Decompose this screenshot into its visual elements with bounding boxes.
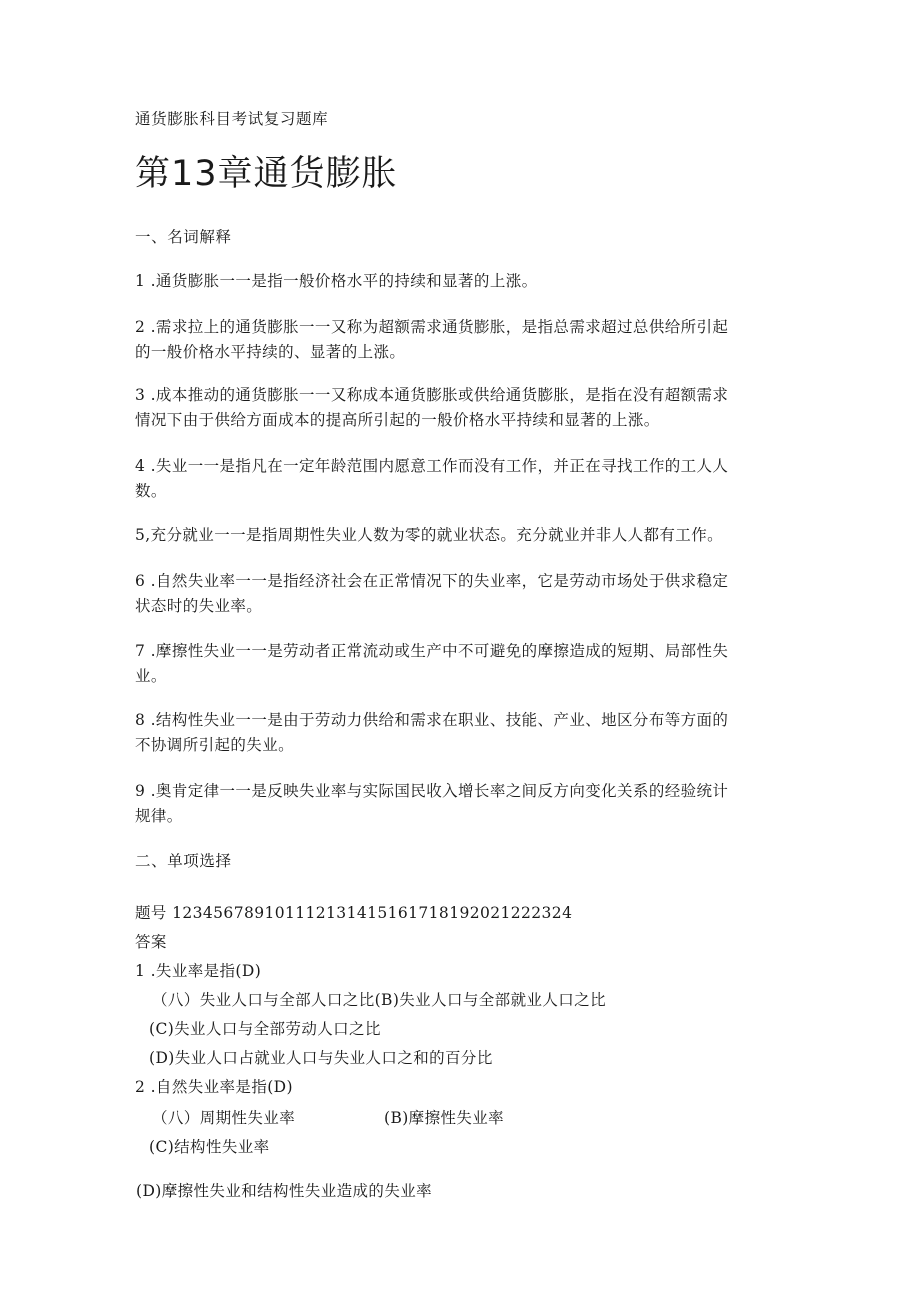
question-1-option-c: (C)失业人口与全部劳动人口之比 xyxy=(149,1020,381,1038)
question-1-option-d: (D)失业人口占就业人口与失业人口之和的百分比 xyxy=(149,1049,493,1067)
answer-table-label: 答案 xyxy=(135,933,167,951)
question-2-option-b: (B)摩擦性失业率 xyxy=(384,1109,505,1127)
definition-4-line1: 4 .失业一一是指凡在一定年龄范围内愿意工作而没有工作，并正在寻找工作的工人人 xyxy=(135,457,729,475)
question-2-stem: 2 .自然失业率是指(D) xyxy=(135,1078,293,1096)
answer-table-header: 题号 123456789101112131415161718192021222324 xyxy=(135,904,573,922)
section-heading-single-choice: 二、单项选择 xyxy=(135,852,232,870)
section-heading-definitions: 一、名词解释 xyxy=(135,228,232,246)
definition-3-line1: 3 .成本推动的通货膨胀一一又称成本通货膨胀或供给通货膨胀，是指在没有超额需求 xyxy=(135,386,729,404)
definition-7-line2: 业。 xyxy=(135,667,167,685)
question-1-stem: 1 .失业率是指(D) xyxy=(135,962,262,980)
definition-7-line1: 7 .摩擦性失业一一是劳动者正常流动或生产中不可避免的摩擦造成的短期、局部性失 xyxy=(135,642,729,660)
question-2-option-d: (D)摩擦性失业和结构性失业造成的失业率 xyxy=(136,1182,433,1200)
definition-6-line1: 6 .自然失业率一一是指经济社会在正常情况下的失业率，它是劳动市场处于供求稳定 xyxy=(135,572,729,590)
definition-6-line2: 状态时的失业率。 xyxy=(135,597,263,615)
document-subtitle: 通货膨胀科目考试复习题库 xyxy=(135,110,329,128)
question-2-option-c: (C)结构性失业率 xyxy=(149,1138,270,1156)
definition-5: 5,充分就业一一是指周期性失业人数为零的就业状态。充分就业并非人人都有工作。 xyxy=(135,526,723,544)
definition-3-line2: 情况下由于供给方面成本的提高所引起的一般价格水平持续和显著的上涨。 xyxy=(135,411,660,429)
definition-4-line2: 数。 xyxy=(135,482,167,500)
definition-9-line1: 9 .奥肯定律一一是反映失业率与实际国民收入增长率之间反方向变化关系的经验统计 xyxy=(135,782,729,800)
definition-1: 1 .通货膨胀一一是指一般价格水平的持续和显著的上涨。 xyxy=(135,272,538,290)
definition-2-line1: 2 .需求拉上的通货膨胀一一又称为超额需求通货膨胀，是指总需求超过总供给所引起 xyxy=(135,318,729,336)
definition-9-line2: 规律。 xyxy=(135,807,183,825)
definition-8-line1: 8 .结构性失业一一是由于劳动力供给和需求在职业、技能、产业、地区分布等方面的 xyxy=(135,711,729,729)
definition-2-line2: 的一般价格水平持续的、显著的上涨。 xyxy=(135,343,406,361)
definition-8-line2: 不协调所引起的失业。 xyxy=(135,736,295,754)
question-2-option-a: （八）周期性失业率 xyxy=(152,1109,296,1127)
chapter-title: 第13章通货膨胀 xyxy=(135,154,398,194)
question-1-options-a-b: （八）失业人口与全部人口之比(B)失业人口与全部就业人口之比 xyxy=(152,991,606,1009)
